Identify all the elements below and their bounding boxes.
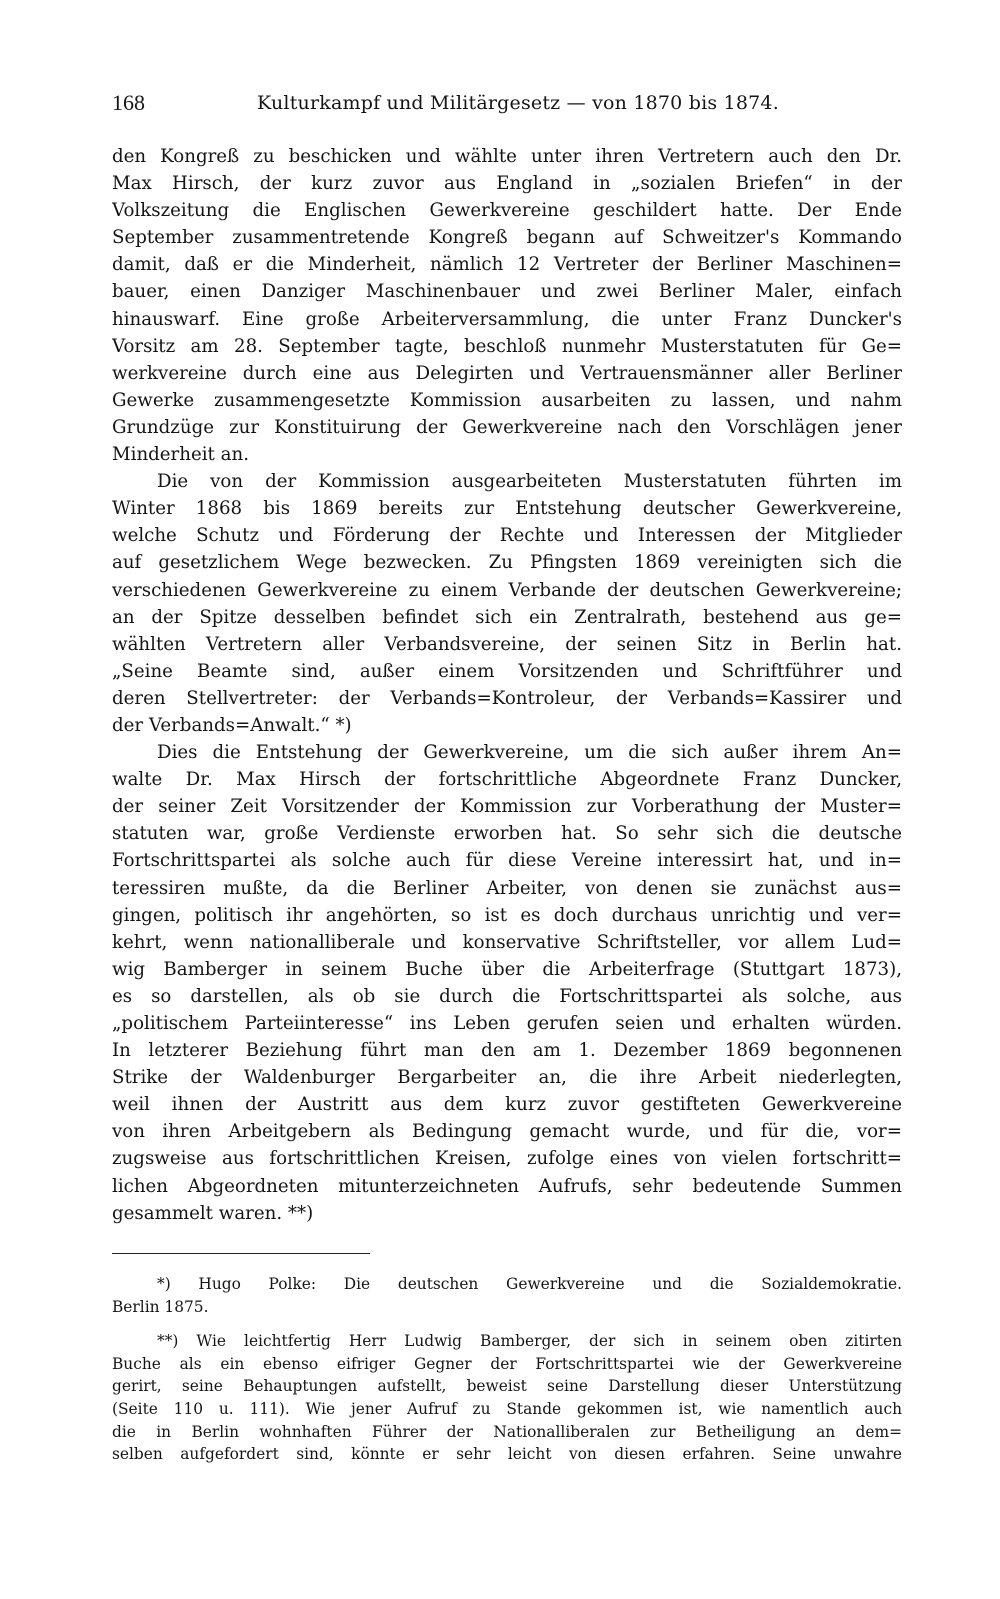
text-line: damit, daß er die Minderheit, nämlich 12 Vertreter der Berliner Maschinen= xyxy=(112,254,902,276)
text-line: es so darstellen, als ob sie durch die Fortschrittspartei als solche, aus xyxy=(112,985,902,1007)
text-line: teressiren mußte, da die Berliner Arbeiter, von denen sie zunächst aus= xyxy=(112,877,902,899)
text-line: gesammelt waren. **) xyxy=(112,1202,314,1224)
text-line: von ihren Arbeitgebern als Bedingung gemacht wurde, und für die, vor= xyxy=(112,1121,902,1143)
text-line: Vorsitz am 28. September tagte, beschloß nunmehr Musterstatuten für Ge= xyxy=(112,335,902,357)
text-line: werkvereine durch eine aus Delegirten und Vertrauensmänner aller Berliner xyxy=(112,362,902,384)
text-line: Winter 1868 bis 1869 bereits zur Entstehung deutscher Gewerkvereine, xyxy=(112,498,902,520)
footnote-line: selben aufgefordert sind, könnte er sehr leicht von diesen erfahren. Seine unwahre xyxy=(112,1445,902,1464)
text-line: weil ihnen der Austritt aus dem kurz zuvor gestifteten Gewerkvereine xyxy=(112,1094,902,1116)
text-line: statuten war, große Verdienste erworben hat. So sehr sich die deutsche xyxy=(112,823,902,845)
text-line: walte Dr. Max Hirsch der fortschrittliche Abgeordnete Franz Duncker, xyxy=(112,769,902,791)
text-line: September zusammentretende Kongreß begann auf Schweitzer's Kommando xyxy=(112,227,902,249)
text-line: an der Spitze desselben befindet sich ein Zentralrath, bestehend aus ge= xyxy=(112,606,902,628)
text-line: Minderheit an. xyxy=(112,444,249,466)
footnote xyxy=(112,1273,902,1318)
footnote-line: gerirt, seine Behauptungen aufstellt, beweist seine Darstellung dieser Unterstützung xyxy=(112,1377,902,1396)
text-line: „politischem Parteiinteresse“ ins Leben gerufen seien und erhalten würden. xyxy=(112,1013,902,1034)
text-line: wählten Vertretern aller Verbandsvereine, der seinen Sitz in Berlin hat. xyxy=(112,633,902,655)
text-line: Fortschrittspartei als solche auch für diese Vereine interessirt hat, und in= xyxy=(112,850,902,872)
text-line: Gewerke zusammengesetzte Kommission ausarbeiten zu lassen, und nahm xyxy=(112,389,902,411)
page-header xyxy=(112,88,902,118)
text-line: lichen Abgeordneten mitunterzeichneten Aufrufs, sehr bedeutende Summen xyxy=(112,1175,902,1197)
text-line: der seiner Zeit Vorsitzender der Kommission zur Vorberathung der Muster= xyxy=(112,796,902,818)
footnote-line: *) Hugo Polke: Die deutschen Gewerkvereine und die Sozialdemokratie. xyxy=(157,1275,902,1293)
text-line: wig Bamberger in seinem Buche über die Arbeiterfrage (Stuttgart 1873), xyxy=(112,958,902,980)
text-line: auf gesetzlichem Wege bezwecken. Zu Pfingsten 1869 vereinigten sich die xyxy=(112,552,902,574)
text-line: bauer, einen Danziger Maschinenbauer und zwei Berliner Maler, einfach xyxy=(112,281,902,303)
text-line: Die von der Kommission ausgearbeiteten Musterstatuten führten im xyxy=(157,471,902,493)
footnote-rule xyxy=(112,1253,370,1254)
text-line: deren Stellvertreter: der Verbands=Kontroleur, der Verbands=Kassirer und xyxy=(112,687,902,709)
text-line: kehrt, wenn nationalliberale und konservative Schriftsteller, vor allem Lud= xyxy=(112,931,902,953)
text-line: Grundzüge zur Konstituirung der Gewerkvereine nach den Vorschlägen jener xyxy=(112,416,902,438)
body-text xyxy=(112,143,902,1227)
footnote-line: Buche als ein ebenso eifriger Gegner der Fortschrittspartei wie der Gewerkvereine xyxy=(112,1354,902,1373)
footnote-line: (Seite 110 u. 111). Wie jener Aufruf zu Stande gekommen ist, wie namentlich auch xyxy=(112,1399,902,1418)
text-line: „Seine Beamte sind, außer einem Vorsitzenden und Schriftführer und xyxy=(112,660,902,682)
text-line: verschiedenen Gewerkvereine zu einem Verbande der deutschen Gewerkvereine; xyxy=(112,579,902,601)
page-number: 168 xyxy=(112,90,145,115)
text-line: zugsweise aus fortschrittlichen Kreisen, zufolge eines von vielen fortschritt= xyxy=(112,1148,902,1170)
footnote-line: Berlin 1875. xyxy=(112,1297,209,1316)
text-line: der Verbands=Anwalt.“ *) xyxy=(112,714,352,736)
footnote-line: die in Berlin wohnhaften Führer der Nationalliberalen zur Betheiligung an dem= xyxy=(112,1422,902,1441)
text-line: Max Hirsch, der kurz zuvor aus England in „sozialen Briefen“ in der xyxy=(112,173,902,195)
text-line: hinauswarf. Eine große Arbeiterversammlung, die unter Franz Duncker's xyxy=(112,308,902,330)
text-line: gingen, politisch ihr angehörten, so ist es doch durchaus unrichtig und ver= xyxy=(112,904,902,926)
footnote-gap xyxy=(112,1318,902,1330)
footnote-line: **) Wie leichtfertig Herr Ludwig Bamberger, der sich in seinem oben zitirten xyxy=(157,1332,902,1351)
text-line: Strike der Waldenburger Bergarbeiter an, die ihre Arbeit niederlegten, xyxy=(112,1067,902,1089)
text-line: In letzterer Beziehung führt man den am 1. Dezember 1869 begonnenen xyxy=(112,1040,902,1062)
text-line: den Kongreß zu beschicken und wählte unter ihren Vertretern auch den Dr. xyxy=(112,146,902,167)
text-line: Dies die Entstehung der Gewerkvereine, um die sich außer ihrem An= xyxy=(157,742,902,764)
text-line: Volkszeitung die Englischen Gewerkvereine geschildert hatte. Der Ende xyxy=(112,200,902,222)
running-head: Kulturkampf und Militärgesetz — von 1870 bis 1874. xyxy=(257,92,779,114)
footnotes xyxy=(112,1273,902,1466)
text-line: welche Schutz und Förderung der Rechte und Interessen der Mitglieder xyxy=(112,525,902,547)
footnote xyxy=(112,1330,902,1466)
